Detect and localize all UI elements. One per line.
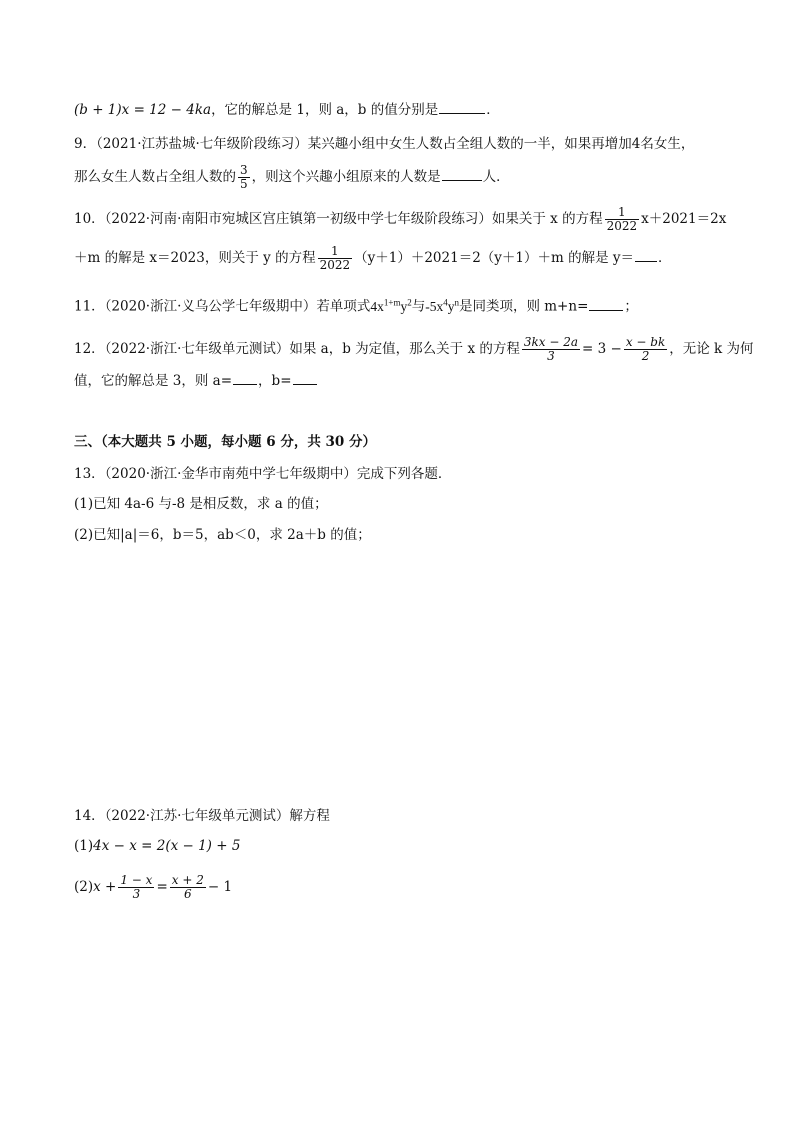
answer-blank bbox=[589, 309, 623, 311]
question-14: 14．（2022·江苏·七年级单元测试）解方程 bbox=[74, 808, 330, 824]
question-13-part-1: (1)已知 4a-6 与-8 是相反数，求 a 的值； bbox=[74, 496, 328, 512]
answer-blank bbox=[233, 383, 257, 385]
question-number: 13． bbox=[74, 466, 105, 482]
fraction: $\frac{1}{2022}$ bbox=[606, 205, 638, 234]
q8-equation: (b + 1)x = 12 − 4ka bbox=[74, 102, 212, 118]
question-10-line-2: ＋m 的解是 x＝2023，则关于 y 的方程 $\frac{1}{2022}$ （y＋1）＋2021＝2（y＋1）＋m 的解是 y＝ ． bbox=[74, 244, 672, 273]
section-heading: 三、（本大题共 5 小题，每小题 6 分，共 30 分） bbox=[74, 434, 377, 450]
question-13-part-2: (2)已知|a|＝6，b＝5，ab＜0，求 2a＋b 的值； bbox=[74, 527, 371, 543]
question-number: 12． bbox=[74, 341, 105, 358]
question-source: （2022·河南·南阳市宛城区宫庄镇第一初级中学七年级阶段练习） bbox=[104, 211, 492, 228]
fraction: $\frac{x - bk}{2}$ bbox=[625, 335, 666, 364]
question-14-part-1: (1)4x − x = 2(x − 1) + 5 bbox=[74, 838, 241, 854]
question-12-line-2: 值，它的解总是 3，则 a= ，b= bbox=[74, 375, 318, 389]
fraction: $\frac{3}{5}$ bbox=[240, 163, 248, 192]
monomial-1: $4x^{1+m}y^2$ bbox=[370, 297, 412, 314]
question-13: 13．（2020·浙江·金华市南苑中学七年级期中）完成下列各题． bbox=[74, 466, 452, 482]
q8-text: ，它的解总是 1，则 a，b 的值分别是 bbox=[211, 102, 439, 118]
answer-blank bbox=[635, 260, 657, 262]
question-10-line-1: 10．（2022·河南·南阳市宛城区宫庄镇第一初级中学七年级阶段练习）如果关于 x 的方程 $\frac{1}{2022}$ x＋2021＝2x bbox=[74, 205, 727, 234]
question-9-line-1: 9．（2021·江苏盐城·七年级阶段练习）某兴趣小组中女生人数占全组人数的一半，如果再增加4名女生， bbox=[74, 136, 695, 152]
answer-blank bbox=[293, 383, 317, 385]
question-8-tail: (b + 1)x = 12 − 4ka，它的解总是 1，则 a，b 的值分别是 ． bbox=[74, 102, 500, 118]
question-source: （2022·江苏·七年级单元测试） bbox=[104, 808, 290, 824]
fraction: $\frac{1}{2022}$ bbox=[319, 244, 351, 273]
question-number: 14． bbox=[74, 808, 105, 824]
question-source: （2022·浙江·七年级单元测试） bbox=[104, 341, 290, 358]
question-9-line-2: 那么女生人数占全组人数的 $\frac{3}{5}$ ，则这个兴趣小组原来的人数是 人． bbox=[74, 163, 510, 192]
answer-blank bbox=[442, 179, 482, 181]
question-number: 10． bbox=[74, 211, 105, 228]
question-source: （2020·浙江·金华市南苑中学七年级期中） bbox=[104, 466, 357, 482]
monomial-2: $-5x^4y^n$ bbox=[425, 297, 459, 314]
question-14-part-2: (2)x + $\frac{1 - x}{3}$ = $\frac{x + 2}{6}$ − 1 bbox=[74, 873, 233, 902]
question-source: （2020·浙江·义乌公学七年级期中） bbox=[104, 298, 317, 315]
fraction: $\frac{1 - x}{3}$ bbox=[120, 873, 153, 902]
question-source: （2021·江苏盐城·七年级阶段练习） bbox=[96, 136, 308, 152]
answer-blank bbox=[439, 112, 485, 114]
question-12-line-1: 12．（2022·浙江·七年级单元测试）如果 a，b 为定值，那么关于 x 的方程 $\frac{3kx - 2a}{3}$ = 3 − $\frac{x - bk}{2}$ ，无论 k 为何 bbox=[74, 335, 754, 364]
fraction: $\frac{3kx - 2a}{3}$ bbox=[523, 335, 579, 364]
question-number: 11． bbox=[74, 298, 105, 315]
fraction: $\frac{x + 2}{6}$ bbox=[171, 873, 204, 902]
question-11: 11．（2020·浙江·义乌公学七年级期中）若单项式$4x^{1+m}y^2$与$-5x^4y^n$是同类项，则 m+n= ； bbox=[74, 297, 638, 315]
question-number: 9． bbox=[74, 136, 97, 152]
